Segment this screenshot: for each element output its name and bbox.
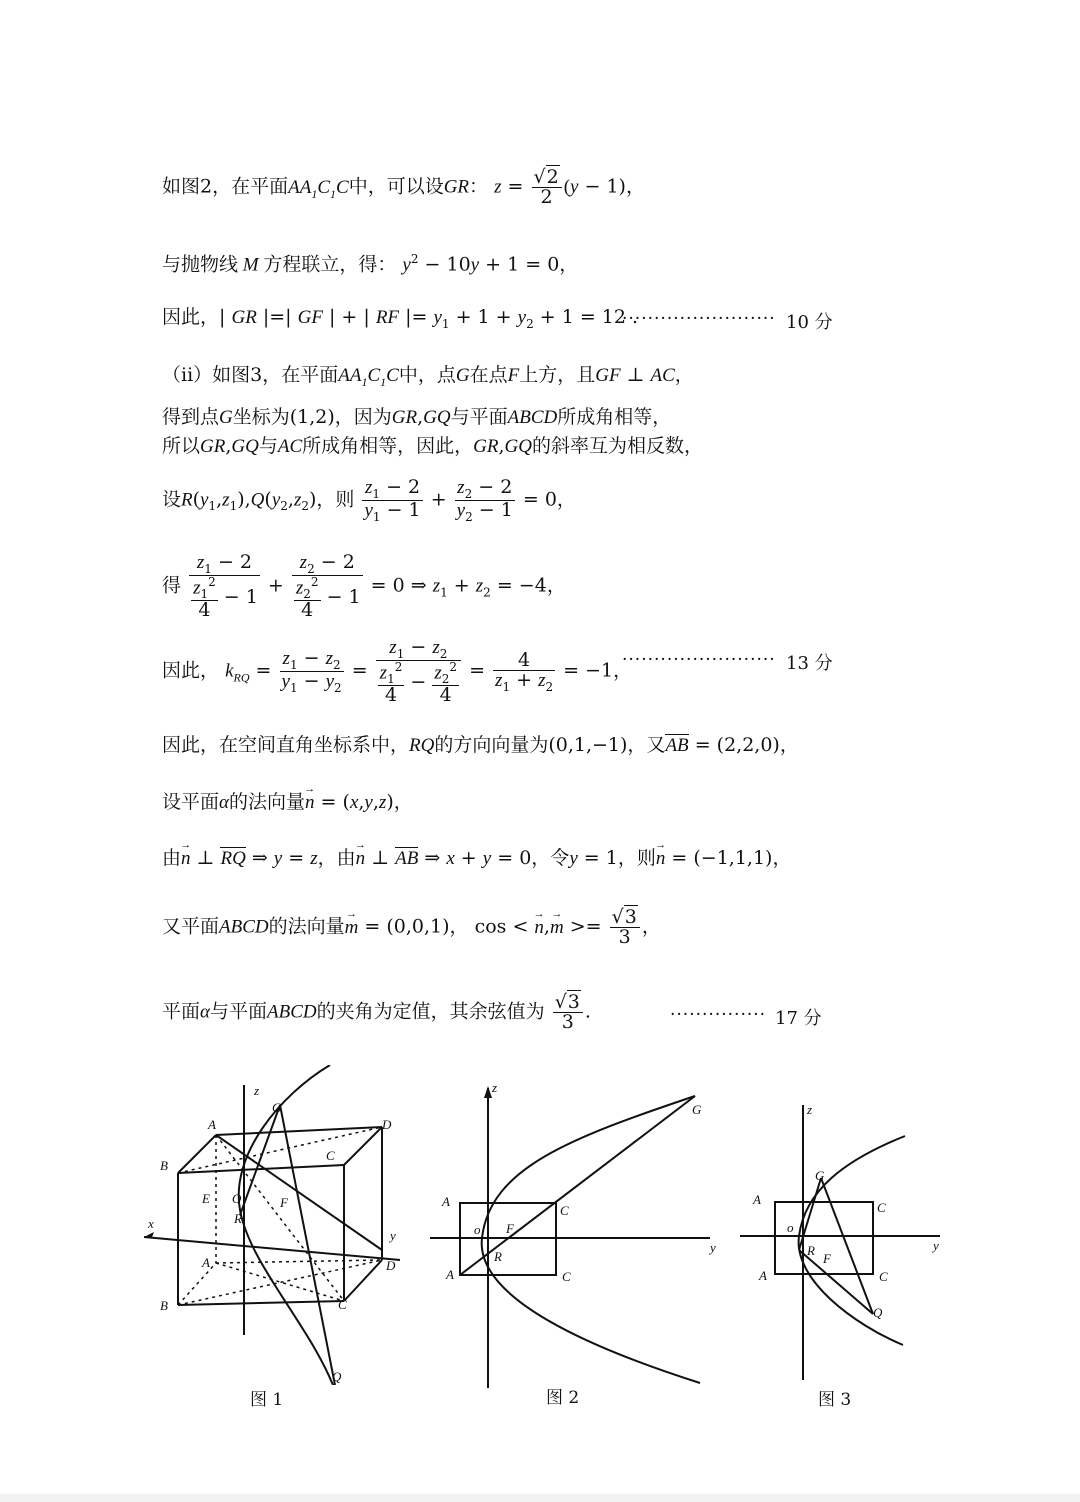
line-10: 因此，在空间直角坐标系中，RQ的方向向量为(0,1,−1)，又AB = (2,2,0)， <box>162 734 799 756</box>
text: 因此，在空间直角坐标系中， <box>162 734 410 756</box>
line-6: 所以GR,GQ与AC所成角相等，因此，GR,GQ的斜率互为相反数， <box>162 435 703 457</box>
text: 所成角相等， <box>557 406 672 428</box>
label-F: F <box>280 1195 288 1210</box>
text: 所以 <box>162 435 201 457</box>
line-2: 与抛物线 M 方程联立，得： $y^2 - 10y + 1 = 0$， <box>162 252 579 276</box>
line-5: 得到点G坐标为(1,2)，因为GR,GQ与平面ABCD所成角相等， <box>162 406 672 428</box>
text: ： <box>469 175 489 198</box>
label-C: C <box>338 1297 347 1312</box>
line-3: 因此，| GR |=| GF | + | RF |= $y_1 + 1 + y_2 + 1 = 12$ . <box>162 306 639 331</box>
text: 如图2，在平面 <box>162 175 289 198</box>
text: 与抛物线 <box>162 253 239 276</box>
text: 因此， <box>162 306 220 328</box>
label-y: y <box>933 1238 939 1253</box>
text: 平面 <box>162 1000 201 1023</box>
math: M <box>238 254 264 276</box>
label-C1: C <box>877 1200 886 1215</box>
fraction: $\frac{√2}{2}$ <box>532 168 562 207</box>
text: 设 <box>162 488 182 511</box>
label-A1: A <box>753 1192 761 1207</box>
line-8: 得 $z_1 - 2$ $\frac{z_1^2}{4}$ − 1 + $z_2 - 2$ $\frac{z_2^2}{4}$ − 1 = 0 ⇒ $z_1 + z_2 = -4$， <box>162 551 566 621</box>
caption-fig3: 图 3 <box>818 1390 852 1410</box>
text: 中，可以设 <box>348 175 444 198</box>
text: 与平面 <box>210 1000 268 1023</box>
math: $AA_1C_1C$ <box>288 176 349 201</box>
figure-2 <box>420 1078 720 1388</box>
label-C1: C <box>560 1203 569 1218</box>
text: 设平面 <box>162 791 220 813</box>
math: GR <box>443 176 470 198</box>
text: 得 <box>162 574 182 597</box>
score-dots: ··············· <box>670 1005 767 1025</box>
line-13: 又平面ABCD的法向量→ m = (0,0,1)， cos < → n,→ m >= $\frac{√3}{3}$ ， <box>162 908 661 947</box>
text: 的法向量 <box>268 915 345 938</box>
label-A1: A <box>442 1194 450 1209</box>
label-z: z <box>492 1080 498 1095</box>
text: 方程联立，得： <box>263 253 397 276</box>
label-R: R <box>234 1211 242 1226</box>
label-B: B <box>160 1298 168 1313</box>
label-E: E <box>202 1191 210 1206</box>
text: 坐标为(1,2)，因为 <box>232 406 392 428</box>
line-4: （ii）如图3，在平面$AA_1C_1C$中，点G在点F上方，且GF ⊥ AC， <box>162 364 694 389</box>
text: 与 <box>258 435 278 457</box>
text: ，则 <box>316 488 355 511</box>
text: ，令 <box>531 847 570 869</box>
text: 的夹角为定值，其余弦值为 <box>316 1000 545 1023</box>
line-12: 由→ n ⊥ RQ ⇒ y = z，由→ n ⊥ AB ⇒ x + y = 0，令y = 1，则→ n = (−1,1,1)， <box>162 849 791 868</box>
text: 因此， <box>162 659 220 682</box>
text: ，则 <box>617 847 656 869</box>
label-G: G <box>692 1102 702 1117</box>
z-axis-arrow-icon <box>484 1086 492 1098</box>
label-A: A <box>202 1255 210 1270</box>
score-dots: ························ <box>622 650 776 670</box>
label-R: R <box>494 1249 502 1264</box>
text: 得到点 <box>162 406 220 428</box>
label-D1: D <box>382 1117 392 1132</box>
score-dots: ························ <box>622 309 776 329</box>
label-y: y <box>710 1240 716 1255</box>
text: 中，点 <box>398 364 456 386</box>
label-F: F <box>823 1251 831 1266</box>
label-o: o <box>474 1222 481 1237</box>
score: 10 分 <box>786 312 833 333</box>
label-A: A <box>446 1267 454 1282</box>
text: 上方，且 <box>519 364 596 386</box>
label-C: C <box>562 1269 571 1284</box>
score: 17 分 <box>775 1008 822 1029</box>
label-F: F <box>506 1221 514 1236</box>
label-C: C <box>879 1269 888 1284</box>
label-R: R <box>807 1243 815 1258</box>
text: 的斜率互为相反数， <box>531 435 703 457</box>
line-1: 如图2，在平面$AA_1C_1C$中，可以设GR： z = $\frac{√2}{2}$ (y − 1)， <box>162 166 645 208</box>
label-z: z <box>807 1102 813 1117</box>
text: （ii）如图3，在平面 <box>162 364 339 386</box>
score: 13 分 <box>786 653 833 674</box>
page-bottom-edge <box>0 1494 1080 1502</box>
label-A1: A <box>208 1117 216 1132</box>
text: 的方向向量为(0,1,−1)，又 <box>434 734 666 756</box>
text: 所成角相等，因此， <box>302 435 474 457</box>
line-11: 设平面α的法向量→ n = (x,y,z)， <box>162 793 413 812</box>
caption-fig1: 图 1 <box>250 1390 284 1410</box>
label-z: z <box>254 1083 260 1098</box>
line-14: 平面α与平面ABCD的夹角为定值，其余弦值为 $\frac{√3}{3}$ . <box>162 991 591 1033</box>
text: ，由 <box>317 847 356 869</box>
figure-1 <box>130 1065 430 1385</box>
label-o: o <box>787 1220 794 1235</box>
line-7: 设$R(y_1,z_1),Q(y_2,z_2)$，则 $\frac{z_1 - 2}{y_1 - 1}$ + $\frac{z_2 - 2}{y_2 - 1}$ = 0， <box>162 476 576 524</box>
text: 在点 <box>469 364 508 386</box>
x-axis-arrow-icon <box>144 1232 154 1237</box>
label-G: G <box>272 1100 282 1115</box>
line-9: 因此， $k_{RQ}$ = $\frac{z_1 - z_2}{y_1 - y_2}$ = $z_1 - z_2$ $\frac{z_1^2}{4}$ − $\frac{z_2^2}{4}$ = $\frac{4}{z_1 + z_2}$ = −1， <box>162 636 633 706</box>
label-O: O <box>232 1191 242 1206</box>
label-A: A <box>759 1268 767 1283</box>
label-C1: C <box>326 1148 335 1163</box>
text: 的法向量 <box>229 791 306 813</box>
text: 由 <box>162 847 182 869</box>
label-B1: B <box>160 1158 168 1173</box>
text: 与平面 <box>450 406 508 428</box>
label-D: D <box>386 1258 396 1273</box>
caption-fig2: 图 2 <box>546 1388 580 1408</box>
label-Q: Q <box>332 1369 342 1384</box>
label-y: y <box>390 1228 396 1243</box>
label-G: G <box>815 1168 825 1183</box>
text: 又平面 <box>162 915 220 938</box>
label-Q: Q <box>873 1305 883 1320</box>
figure-3 <box>735 1100 955 1380</box>
math: z <box>494 176 502 198</box>
label-x: x <box>148 1216 154 1231</box>
